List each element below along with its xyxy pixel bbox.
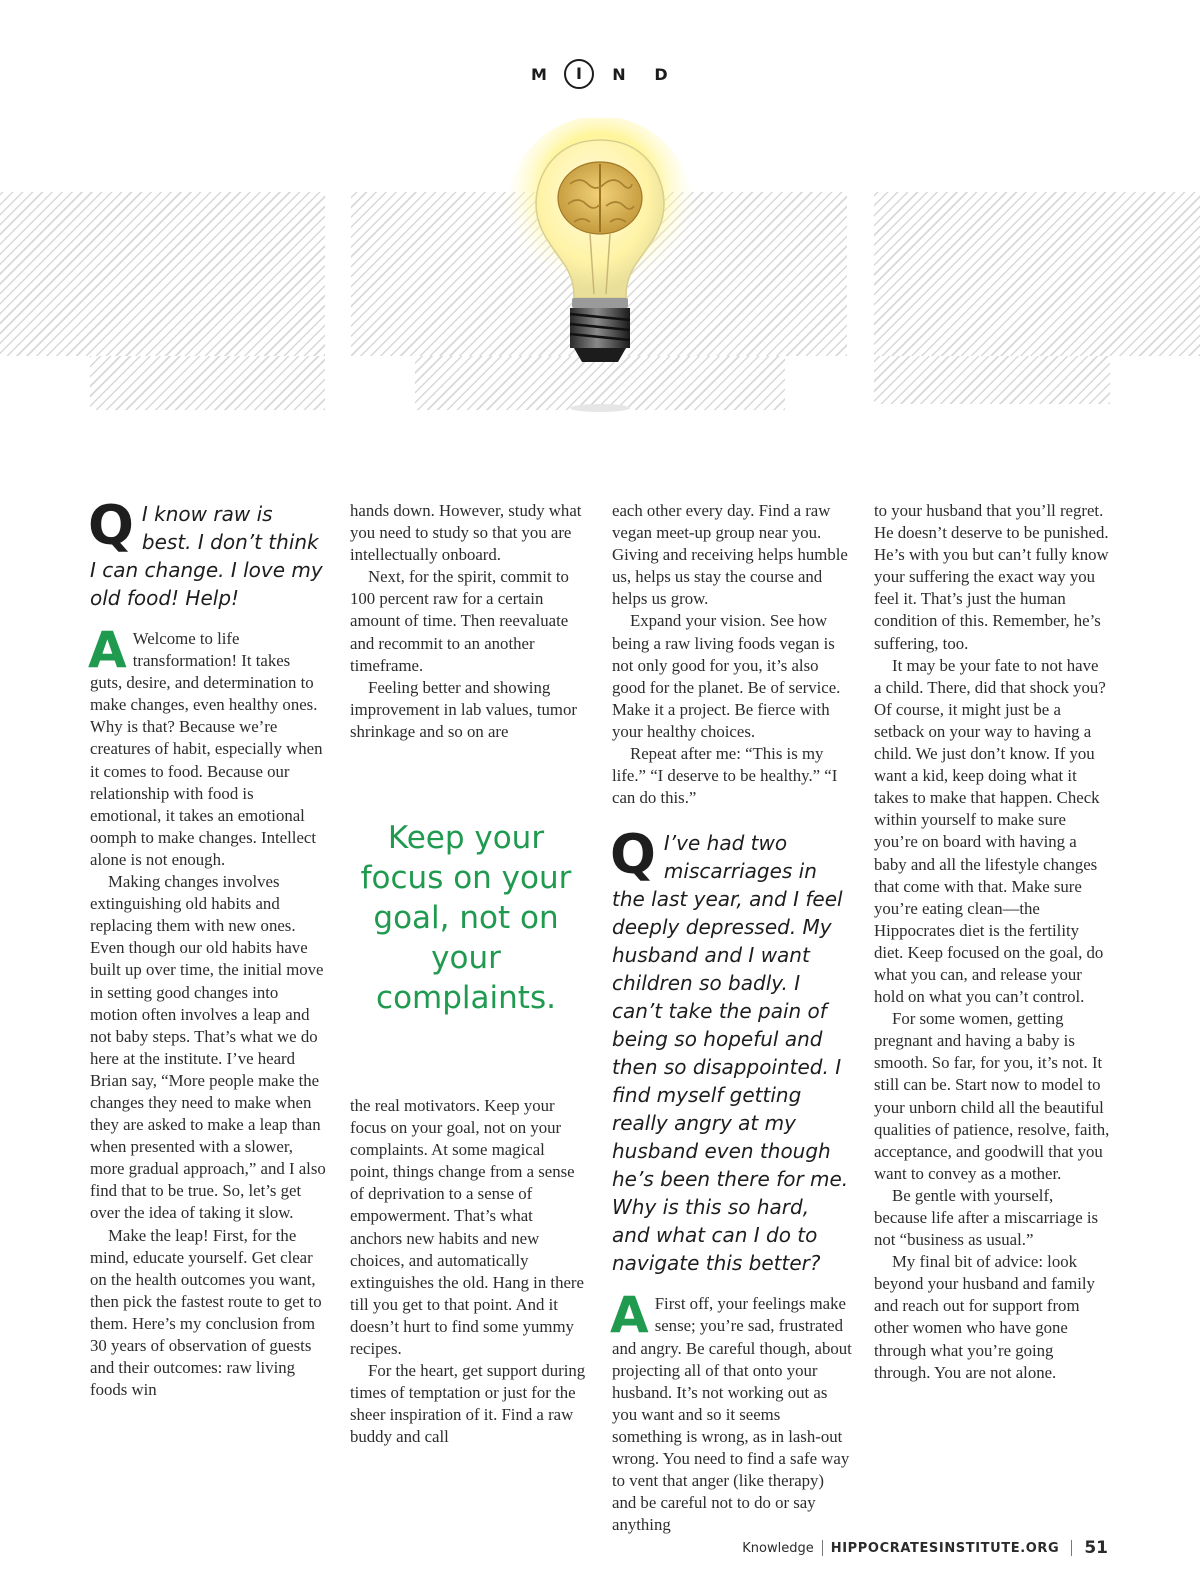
body-paragraph: the real motivators. Keep your focus on your goal, not on your complaints. At some magical point, things change from a sense of deprivation to a sense of empowerment. That’s what anchors new habits and new choices, and automatically extinguishes the old. Hang in there till you get to that point. And it doesn’t hurt to find some yummy recipes.	[350, 1096, 584, 1359]
body-paragraph: hands down. However, study what you need to study so that you are intellectually onboard.	[350, 501, 582, 565]
hero-stripe-right	[874, 192, 1200, 356]
question-2	[610, 823, 852, 1277]
page-footer	[742, 1536, 1108, 1560]
body-paragraph: For some women, getting pregnant and having a baby is smooth. So far, for you, it’s not. It still can be. Start now to model to your unborn child all the beautiful qualities of patience, resolve, faith, acceptance, and goodwill that you want to convey as a mother.	[874, 1009, 1110, 1183]
body-paragraph: to your husband that you’ll regret. He doesn’t deserve to be punished. He’s with you but can’t fully know your suffering the exact way you feel it. That’s just the human condition of this. Remember, he’s suffering, too.	[874, 501, 1109, 653]
body-paragraph: For the heart, get support during times of temptation or just for the sheer inspiration of it. Find a raw buddy and call	[350, 1361, 586, 1447]
question-text: I know raw is best. I don’t think I can change. I love my old food! Help!	[90, 502, 323, 610]
body-paragraph: Making changes involves extinguishing old habits and replacing them with new ones. Even though our old habits have built up over time, the initial move in setting good changes into motion often involves a leap and not baby steps. That’s what we do here at the institute. I’ve heard Brian say, “More people make the changes they need to make when they are asked to make a leap than when presented with a slower, more gradual approach,” and I also find that to be true. So, let’s get over the idea of taking it slow.	[90, 872, 326, 1223]
section-letter: N	[612, 64, 626, 84]
footer-section: Knowledge	[742, 1540, 814, 1556]
footer-divider	[822, 1540, 823, 1556]
body-paragraph: Make the leap! First, for the mind, educate yourself. Get clear on the health outcomes you want, then pick the fastest route to get to them. Here’s my conclusion from 30 years of observation of guests and their outcomes: raw living foods win	[90, 1225, 322, 1400]
question-1	[88, 494, 326, 612]
answer-2-text: First off, your feelings make sense; you’re sad, frustrated and angry. Be careful though, about projecting all of that onto your husband. It’s not working out as you want and so it seems something is wrong, as in lash-out wrong. You need to find a safe way to vent that anger (like therapy) and be careful not to do or say anything	[612, 1294, 852, 1535]
answer-initial: A	[610, 1286, 649, 1345]
body-paragraph: Be gentle with yourself, because life after a miscarriage is not “business as usual.”	[874, 1185, 1099, 1250]
footer-site-link[interactable]: HIPPOCRATESINSTITUTE.ORG	[830, 1540, 1060, 1556]
page-number: 51	[1084, 1538, 1108, 1558]
answer-initial: A	[88, 621, 127, 679]
column-4	[874, 500, 1110, 1384]
section-letter: D	[654, 64, 668, 84]
column-2-bottom	[350, 1095, 586, 1449]
lightbulb-brain-icon	[508, 118, 692, 428]
hero-stripe-left-tab	[90, 356, 325, 410]
body-paragraph: Feeling better and showing improvement in lab values, tumor shrinkage and so on are	[350, 677, 577, 741]
question-text: I’ve had two miscarriages in the last year, and I feel deeply depressed. My husband and I want children so badly. I can’t take the pain of being so hopeful and then so disappointed. I find myself getting really angry at my husband even though he’s been there for me. Why is this so hard, and what can I do to navigate this better?	[612, 831, 849, 1276]
answer-1-paragraph	[88, 621, 326, 871]
body-paragraph: each other every day. Find a raw vegan meet-up group near you. Giving and receiving helps humble us, helps us stay the course and helps us grow.	[612, 501, 848, 609]
answer-1-text: Welcome to life transformation! It takes guts, desire, and determination to make changes, even healthy ones. Why is that? Because we’re creatures of habit, especially when it comes to food. Because our relationship with food is emotional, it takes an emotional oomph to make changes. Intellect alone is not enough.	[90, 629, 323, 869]
section-label	[0, 58, 1200, 90]
body-paragraph: My final bit of advice: look beyond your husband and family and reach out for support from other women who have gone through what you’re going through. You are not alone.	[874, 1252, 1095, 1382]
column-3	[612, 500, 852, 1536]
pull-quote: Keep your focus on your goal, not on your complaints.	[360, 820, 572, 1016]
footer-divider	[1071, 1540, 1072, 1556]
hero-stripe-right-tab	[874, 356, 1110, 404]
question-initial: Q	[88, 494, 134, 557]
question-initial: Q	[610, 823, 656, 887]
body-paragraph: Repeat after me: “This is my life.” “I deserve to be healthy.” “I can do this.”	[612, 744, 838, 808]
column-2-top	[350, 500, 586, 743]
answer-2-paragraph	[610, 1286, 852, 1536]
section-letter: M	[531, 64, 547, 84]
section-letter-circled: I	[564, 59, 594, 89]
body-paragraph: Expand your vision. See how being a raw living foods vegan is not only good for you, it’s also good for the planet. Be of service. Make it a project. Be fierce with your healthy choices.	[612, 611, 841, 741]
body-paragraph: Next, for the spirit, commit to 100 percent raw for a certain amount of time. Then reevaluate and recommit to an another timeframe.	[350, 567, 569, 675]
column-1	[88, 494, 326, 1401]
body-paragraph: It may be your fate to not have a child. There, did that shock you? Of course, it might just be a setback on your way to having a child. We just don’t know. If you want a kid, keep doing what it takes to make that happen. Check within yourself to make sure you’re on board with having a baby and all the lifestyle changes that come with that. Make sure you’re eating clean—the Hippocrates diet is the fertility diet. Keep focused on the goal, do what you can, and release your hold on what you can’t control.	[874, 655, 1106, 1007]
hero-stripe-left	[0, 192, 325, 356]
